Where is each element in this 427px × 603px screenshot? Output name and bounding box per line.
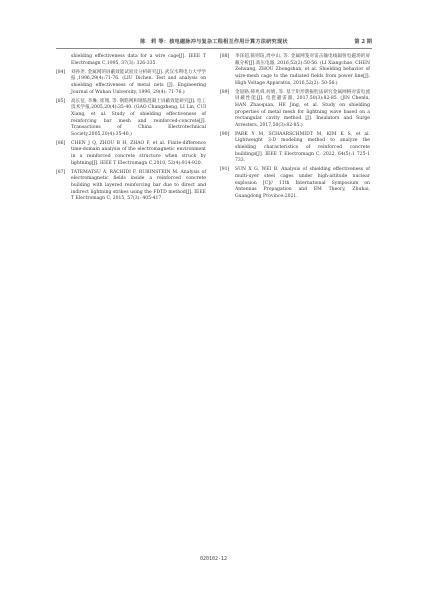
reference-number: [84] [56, 69, 66, 75]
reference-text: PARK Y M, SCHAARSCHMIDT M, KIM K S, et al. Lightweight 3-D modeling method to analyze the shielding characteristics of reinforced concrete buildings[J]. IEEE T Electromagn C, 2022, 64(5):1 725-1 733. [235, 131, 370, 164]
reference-text: TATEMATSU A, RACHIDI F, RUBINSTEIN M. Analysis of electromagnetic fields inside a reinforced concrete building with layered reinforcing bar due to direct and indirect lightning strikes using the FDTD method[J]. IEEE T Electromagn C, 2015, 57(3): 405-417. [71, 169, 206, 202]
reference-text: CHEN J Q, ZHOU B H, ZHAO F, et al. Finite-difference time-domain analysis of the electromagnetic environment in a reinforced concrete structure when struck by lightning[J]. IEEE T Electromagn C,2010, 52(4):914-920. [71, 140, 206, 166]
reference-text: SUN X G, WEI B. Analysis of shielding effectiveness of multi-uyer steel cages under high-altitude nuclear explosion [C]// 11th International Symposium on Antennas Propagation and EM Theory, Zhuhai, Guangdong Province:2021. [235, 167, 370, 200]
reference-entry [220, 167, 370, 200]
reference-entry [56, 70, 206, 97]
reference-number: [87] [56, 169, 66, 175]
references-left-column [56, 54, 206, 205]
reference-number: [85] [56, 98, 66, 104]
running-header [56, 38, 372, 49]
reference-text: 高长征, 李琳, 崔翔, 等. 钢筋网和钢筋混凝土屏蔽效能研究[J]. 电工技术学报,2005,20(4):35-40. (GAO Changzheng, LI Lin, CUI Xiang, et al. Study of shielding effectiveness of reinforcing bar mesh and reinforced-concrete[J]. Transactions of China Electrotechnical Society,2005,20(4):35-40.) [71, 98, 206, 137]
page-number: 020102-12 [199, 556, 228, 562]
reference-entry [56, 99, 206, 139]
reference-entry [220, 132, 370, 165]
reference-number: [90] [220, 131, 230, 137]
reference-number: [89] [220, 89, 230, 95]
running-title: 陈 莉 等：核电磁脉冲与复杂工程相互作用计算方法研究现状 [140, 39, 288, 45]
issue-number: 第 2 期 [354, 39, 372, 45]
references-right-column [220, 54, 370, 203]
reference-number: [88] [220, 54, 230, 59]
reference-entry [220, 90, 370, 130]
reference-entry [56, 141, 206, 168]
reference-entry [56, 170, 206, 203]
reference-text: 李泽超,陈则瑄,周中山, 等. 金属网笼对雷击输电线辐射电磁场的屏蔽分析[J].高压电器, 2016,52(2):50-56. (LI Xiangchao, CHEN Zehuang, ZHOU Zhongshan, et al. Shielding behavior of wire-mesh cage to the radiated fields from power line[J]. High Voltage Apparatus, 2016,52(2): 50-56.) [235, 54, 370, 86]
reference-entry [220, 54, 370, 87]
reference-text: 金晨路,韩兆舜,何婧, 等. 基于矩形谐振腔法研究金属网格对雷电流屏蔽性能[J]. 电瓷避雷器, 2017,50(3):82-85. (JIN Chenlu, HAN Zhaoquan, HE Jing, et al. Study on shielding properties of metal mesh for lightning wave based on a rectangular cavity method [J]. Insulators and Surge Arresters, 2017,50(3):82-85.) [235, 89, 370, 128]
reference-text: shielding effectiveness data for a wire cage[J]. IEEE T Electromagn C,1995, 37(3): 326-335. [71, 54, 206, 66]
reference-number: [91] [220, 167, 230, 173]
reference-entry [56, 54, 206, 67]
reference-text: 刘孙尧. 金属网的屏蔽效能试验及分析研究[J]. 武汉水利电力大学学报,1996,29(4):71-76. (LIU Dichen. Test and analysis on shielding effectiveness of metal nets [J]. Engineering Journal of Wuhan University, 1996, 29(4): 71-76.) [71, 69, 206, 95]
reference-number: [86] [56, 140, 66, 146]
